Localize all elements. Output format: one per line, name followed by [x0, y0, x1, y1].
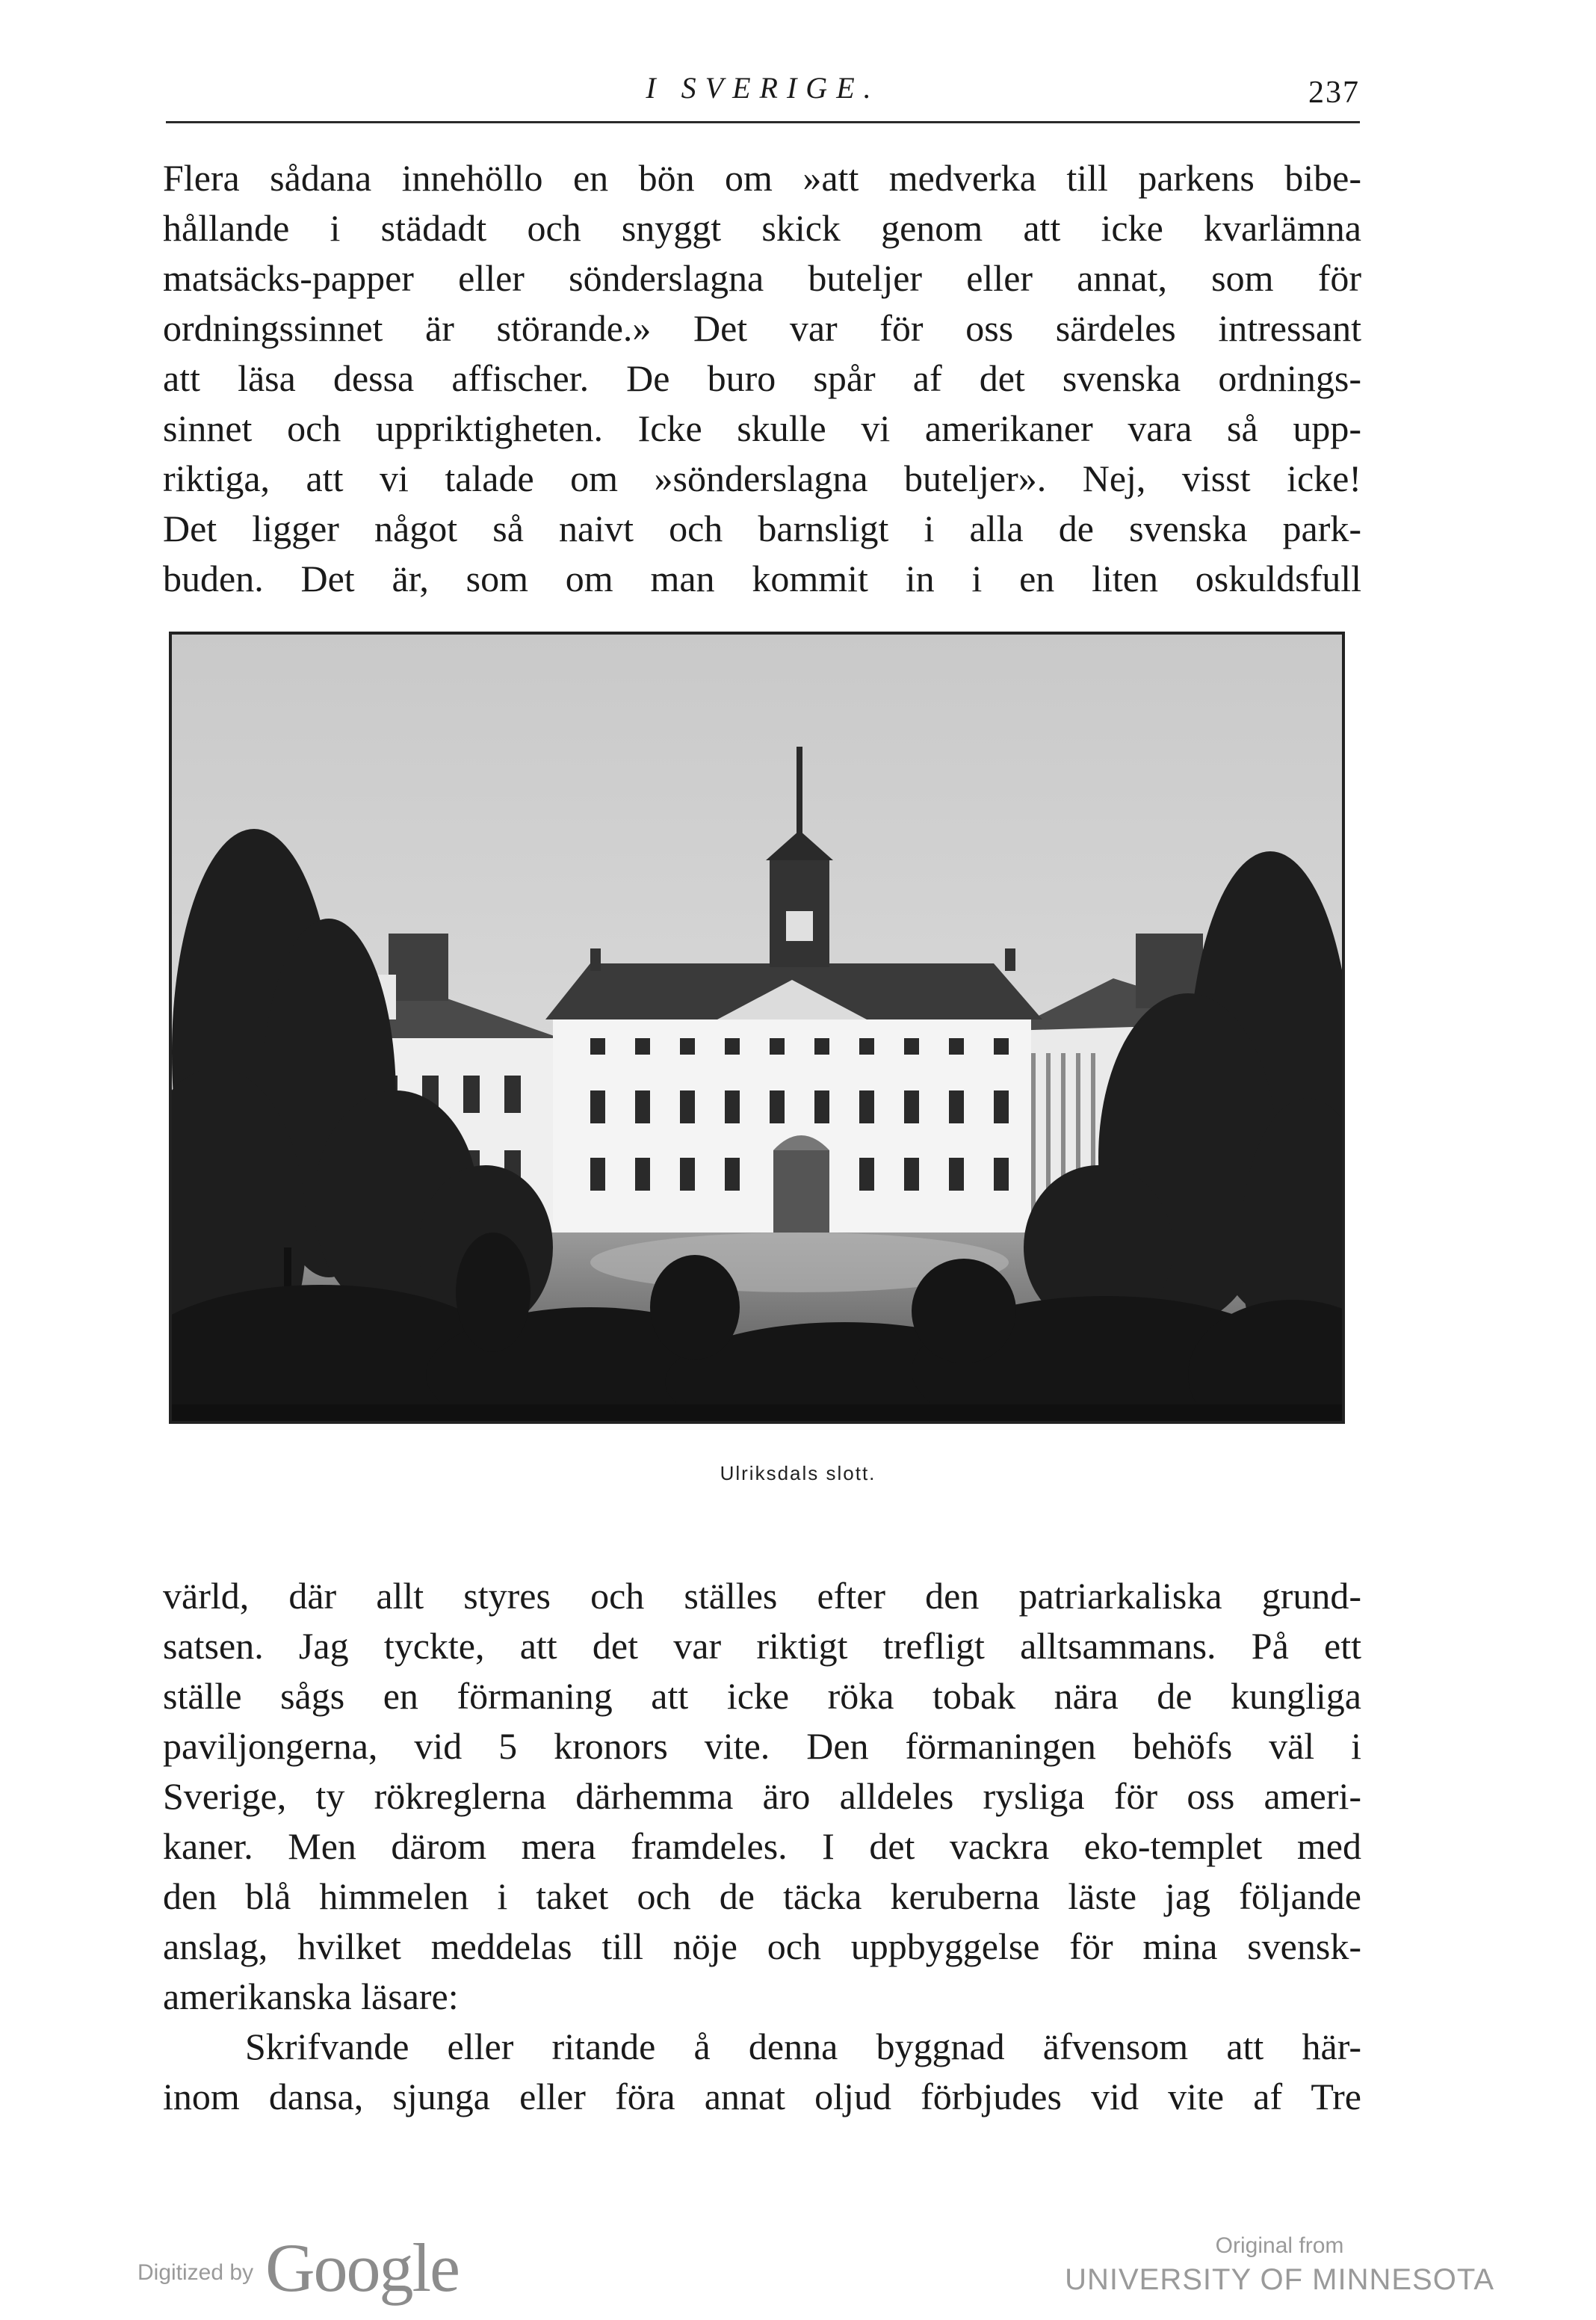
text-line: matsäcks-papper eller sönderslagna buteljer eller annat, som för — [163, 257, 1361, 299]
text-line: Flera sådana innehöllo en bön om »att medverka till parkens bibe- — [163, 157, 1361, 199]
text-line: amerikanska läsare: — [163, 1975, 459, 2017]
castle-illustration — [172, 635, 1342, 1421]
paragraph-top — [163, 153, 1361, 604]
text-line: anslag, hvilket meddelas till nöje och uppbyggelse för mina svensk- — [163, 1925, 1361, 1967]
text-line: buden. Det är, som om man kommit in i en liten oskuldsfull — [163, 558, 1361, 599]
running-title: I SVERIGE. — [646, 71, 880, 105]
institution-name: UNIVERSITY OF MINNESOTA — [1065, 2263, 1494, 2296]
digitized-by-mark — [137, 2227, 459, 2306]
digitized-label: Digitized by — [137, 2260, 254, 2285]
text-line: den blå himmelen i taket och de täcka keruberna läste jag följande — [163, 1875, 1361, 1917]
running-header — [166, 64, 1360, 123]
text-line: kaner. Men därom mera framdeles. I det vackra eko-templet med — [163, 1825, 1361, 1867]
text-line: Skrifvande eller ritande å denna byggnad äfvensom att här- — [245, 2026, 1361, 2067]
google-logo: Google — [265, 2230, 459, 2306]
figure-caption: Ulriksdals slott. — [720, 1462, 876, 1484]
text-line: paviljongerna, vid 5 kronors vite. Den förmaningen behöfs väl i — [163, 1725, 1361, 1767]
text-line: Det ligger något så naivt och barnsligt i alla de svenska park- — [163, 508, 1361, 549]
original-from-label: Original from — [1215, 2233, 1344, 2258]
original-from-mark — [1065, 2233, 1494, 2297]
text-line: ställe sågs en förmaning att icke röka tobak nära de kungliga — [163, 1675, 1361, 1717]
text-line: hållande i städadt och snyggt skick genom att icke kvarlämna — [163, 207, 1361, 249]
text-line: inom dansa, sjunga eller föra annat oljud förbjudes vid vite af Tre — [163, 2076, 1361, 2117]
text-line: satsen. Jag tyckte, att det var riktigt trefligt alltsammans. På ett — [163, 1625, 1361, 1667]
page-number: 237 — [1308, 75, 1360, 110]
text-line: att läsa dessa affischer. De buro spår af det svenska ordnings- — [163, 357, 1361, 399]
paragraph-bottom — [163, 1571, 1361, 2122]
castle-photograph — [169, 632, 1345, 1424]
text-line: sinnet och uppriktigheten. Icke skulle vi amerikaner vara så upp- — [163, 407, 1361, 449]
text-line: riktiga, att vi talade om »sönderslagna buteljer». Nej, visst icke! — [163, 457, 1361, 499]
text-line: ordningssinnet är störande.» Det var för oss särdeles intressant — [163, 307, 1361, 349]
text-line: värld, där allt styres och ställes efter den patriarkaliska grund- — [163, 1575, 1361, 1617]
text-line: Sverige, ty rökreglerna därhemma äro alldeles rysliga för oss ameri- — [163, 1775, 1361, 1817]
